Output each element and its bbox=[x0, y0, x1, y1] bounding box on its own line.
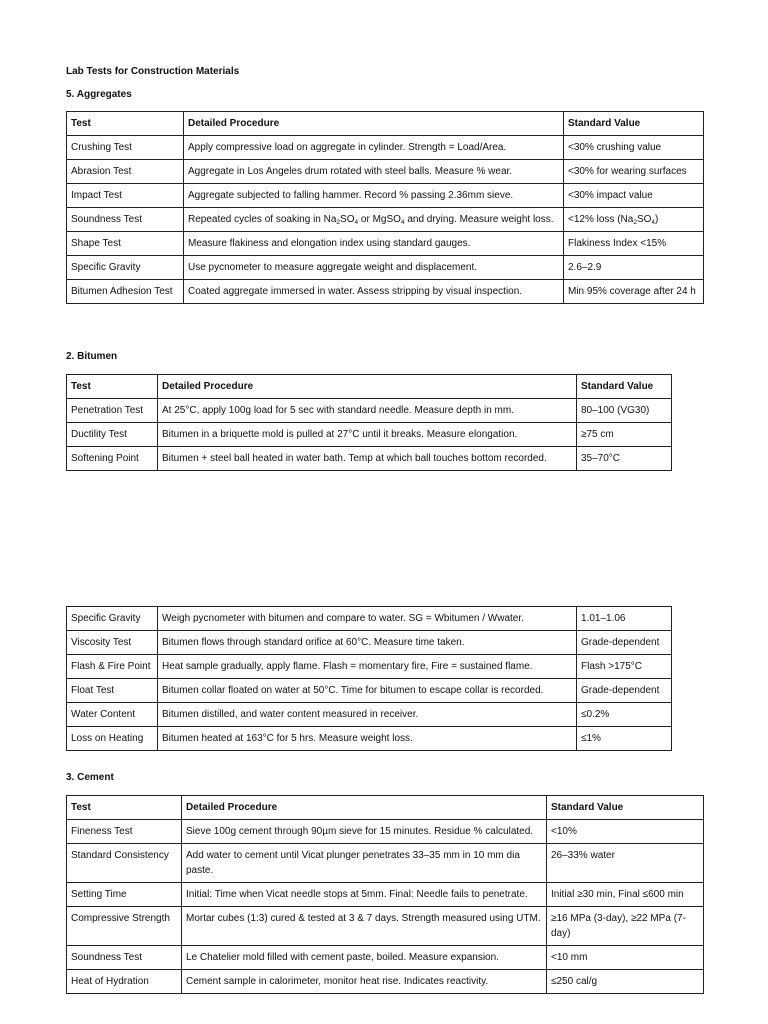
procedure-cell: Bitumen collar floated on water at 50°C. Time for bitumen to escape collar is recorded. bbox=[158, 679, 577, 703]
column-header: Standard Value bbox=[577, 375, 672, 399]
standard-value-cell: ≤250 cal/g bbox=[547, 970, 704, 994]
table-row bbox=[67, 208, 704, 232]
procedure-cell: At 25°C, apply 100g load for 5 sec with standard needle. Measure depth in mm. bbox=[158, 399, 577, 423]
test-name-cell: Viscosity Test bbox=[67, 631, 158, 655]
test-name-cell: Fineness Test bbox=[67, 820, 182, 844]
test-name-cell: Water Content bbox=[67, 703, 158, 727]
standard-value-cell: <10 mm bbox=[547, 946, 704, 970]
procedure-cell: Bitumen distilled, and water content measured in receiver. bbox=[158, 703, 577, 727]
table-row bbox=[67, 136, 704, 160]
test-name-cell: Penetration Test bbox=[67, 399, 158, 423]
standard-value-cell: ≥16 MPa (3-day), ≥22 MPa (7-day) bbox=[547, 907, 704, 946]
test-name-cell: Compressive Strength bbox=[67, 907, 182, 946]
standard-value-cell: ≤0.2% bbox=[577, 703, 672, 727]
section-heading-bitumen: 2. Bitumen bbox=[66, 351, 118, 362]
test-name-cell: Loss on Heating bbox=[67, 727, 158, 751]
procedure-cell: Heat sample gradually, apply flame. Flash = momentary fire, Fire = sustained flame. bbox=[158, 655, 577, 679]
table-row bbox=[67, 703, 672, 727]
page-title: Lab Tests for Construction Materials bbox=[66, 66, 240, 77]
standard-value-cell: 80–100 (VG30) bbox=[577, 399, 672, 423]
standard-value-cell: 1.01–1.06 bbox=[577, 607, 672, 631]
table-header-row bbox=[67, 112, 704, 136]
procedure-cell: Apply compressive load on aggregate in cylinder. Strength = Load/Area. bbox=[184, 136, 564, 160]
table-row bbox=[67, 631, 672, 655]
procedure-cell: Initial: Time when Vicat needle stops at 5mm. Final: Needle fails to penetrate. bbox=[182, 883, 547, 907]
standard-value-cell: 2.6–2.9 bbox=[564, 256, 704, 280]
procedure-cell: Use pycnometer to measure aggregate weight and displacement. bbox=[184, 256, 564, 280]
test-name-cell: Bitumen Adhesion Test bbox=[67, 280, 184, 304]
table-row bbox=[67, 970, 704, 994]
column-header: Test bbox=[67, 375, 158, 399]
procedure-cell: Cement sample in calorimeter, monitor heat rise. Indicates reactivity. bbox=[182, 970, 547, 994]
column-header: Test bbox=[67, 112, 184, 136]
table-row bbox=[67, 423, 672, 447]
standard-value-cell: Flakiness Index <15% bbox=[564, 232, 704, 256]
table-row bbox=[67, 946, 704, 970]
section-heading-aggregates: 5. Aggregates bbox=[66, 89, 132, 100]
table-row bbox=[67, 844, 704, 883]
test-name-cell: Flash & Fire Point bbox=[67, 655, 158, 679]
column-header: Standard Value bbox=[564, 112, 704, 136]
standard-value-cell: Grade-dependent bbox=[577, 631, 672, 655]
standard-value-cell: ≥75 cm bbox=[577, 423, 672, 447]
procedure-cell: Bitumen heated at 163°C for 5 hrs. Measure weight loss. bbox=[158, 727, 577, 751]
procedure-cell: Measure flakiness and elongation index using standard gauges. bbox=[184, 232, 564, 256]
column-header: Detailed Procedure bbox=[184, 112, 564, 136]
table-row bbox=[67, 184, 704, 208]
test-name-cell: Specific Gravity bbox=[67, 256, 184, 280]
test-name-cell: Impact Test bbox=[67, 184, 184, 208]
standard-value-cell: <10% bbox=[547, 820, 704, 844]
table-row bbox=[67, 820, 704, 844]
cement-table bbox=[66, 795, 704, 994]
standard-value-cell: 35–70°C bbox=[577, 447, 672, 471]
procedure-cell: Repeated cycles of soaking in $Na_2SO_4$ or MgSO$_4$ and drying. Measure weight loss. bbox=[184, 208, 564, 232]
procedure-cell: Aggregate in Los Angeles drum rotated with steel balls. Measure % wear. bbox=[184, 160, 564, 184]
procedure-cell: Coated aggregate immersed in water. Assess stripping by visual inspection. bbox=[184, 280, 564, 304]
procedure-cell: Sieve 100g cement through 90µm sieve for 15 minutes. Residue % calculated. bbox=[182, 820, 547, 844]
column-header: Standard Value bbox=[547, 796, 704, 820]
table-row bbox=[67, 280, 704, 304]
standard-value-cell: <30% for wearing surfaces bbox=[564, 160, 704, 184]
table-header-row bbox=[67, 375, 672, 399]
table-row bbox=[67, 399, 672, 423]
standard-value-cell: Grade-dependent bbox=[577, 679, 672, 703]
procedure-cell: Mortar cubes (1:3) cured & tested at 3 & 7 days. Strength measured using UTM. bbox=[182, 907, 547, 946]
procedure-cell: Le Chatelier mold filled with cement paste, boiled. Measure expansion. bbox=[182, 946, 547, 970]
test-name-cell: Crushing Test bbox=[67, 136, 184, 160]
column-header: Test bbox=[67, 796, 182, 820]
standard-value-cell: Min 95% coverage after 24 h bbox=[564, 280, 704, 304]
table-row bbox=[67, 607, 672, 631]
standard-value-cell: ≤1% bbox=[577, 727, 672, 751]
procedure-cell: Add water to cement until Vicat plunger penetrates 33–35 mm in 10 mm dia paste. bbox=[182, 844, 547, 883]
column-header: Detailed Procedure bbox=[158, 375, 577, 399]
procedure-cell: Bitumen + steel ball heated in water bath. Temp at which ball touches bottom recorded. bbox=[158, 447, 577, 471]
bitumen-table-continued bbox=[66, 606, 672, 751]
standard-value-cell: Flash >175°C bbox=[577, 655, 672, 679]
table-row bbox=[67, 232, 704, 256]
standard-value-cell: <12% loss $(Na_2SO_4)$ bbox=[564, 208, 704, 232]
test-name-cell: Ductility Test bbox=[67, 423, 158, 447]
standard-value-cell: Initial ≥30 min, Final ≤600 min bbox=[547, 883, 704, 907]
procedure-cell: Bitumen in a briquette mold is pulled at 27°C until it breaks. Measure elongation. bbox=[158, 423, 577, 447]
test-name-cell: Standard Consistency bbox=[67, 844, 182, 883]
test-name-cell: Abrasion Test bbox=[67, 160, 184, 184]
test-name-cell: Setting Time bbox=[67, 883, 182, 907]
test-name-cell: Soundness Test bbox=[67, 946, 182, 970]
standard-value-cell: 26–33% water bbox=[547, 844, 704, 883]
standard-value-cell: <30% impact value bbox=[564, 184, 704, 208]
section-heading-cement: 3. Cement bbox=[66, 772, 114, 783]
test-name-cell: Float Test bbox=[67, 679, 158, 703]
table-row bbox=[67, 256, 704, 280]
procedure-cell: Aggregate subjected to falling hammer. Record % passing 2.36mm sieve. bbox=[184, 184, 564, 208]
procedure-cell: Weigh pycnometer with bitumen and compare to water. SG = Wbitumen / Wwater. bbox=[158, 607, 577, 631]
test-name-cell: Shape Test bbox=[67, 232, 184, 256]
table-header-row bbox=[67, 796, 704, 820]
table-row bbox=[67, 160, 704, 184]
test-name-cell: Softening Point bbox=[67, 447, 158, 471]
table-row bbox=[67, 883, 704, 907]
bitumen-table bbox=[66, 374, 672, 471]
table-row bbox=[67, 907, 704, 946]
column-header: Detailed Procedure bbox=[182, 796, 547, 820]
table-row bbox=[67, 727, 672, 751]
table-row bbox=[67, 447, 672, 471]
test-name-cell: Soundness Test bbox=[67, 208, 184, 232]
standard-value-cell: <30% crushing value bbox=[564, 136, 704, 160]
table-row bbox=[67, 655, 672, 679]
procedure-cell: Bitumen flows through standard orifice at 60°C. Measure time taken. bbox=[158, 631, 577, 655]
test-name-cell: Heat of Hydration bbox=[67, 970, 182, 994]
aggregates-table bbox=[66, 111, 704, 304]
test-name-cell: Specific Gravity bbox=[67, 607, 158, 631]
table-row bbox=[67, 679, 672, 703]
